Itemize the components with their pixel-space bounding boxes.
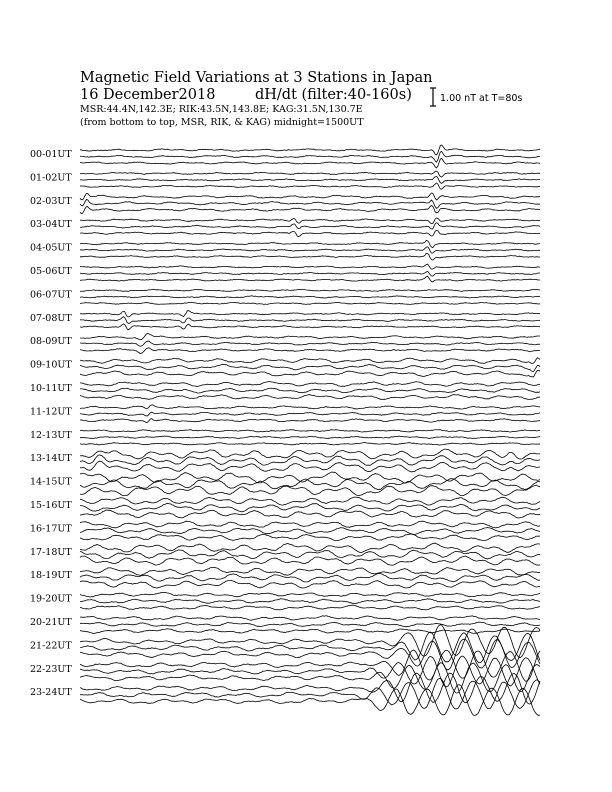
trace-kag-hour-0 bbox=[80, 145, 540, 155]
trace-rik-hour-3 bbox=[80, 223, 540, 229]
trace-rik-hour-4 bbox=[80, 247, 540, 253]
trace-kag-hour-1 bbox=[80, 171, 540, 177]
trace-msr-hour-15 bbox=[80, 510, 540, 518]
trace-msr-hour-18 bbox=[80, 580, 540, 588]
trace-rik-hour-7 bbox=[80, 317, 540, 324]
trace-msr-hour-21 bbox=[80, 639, 540, 670]
trace-kag-hour-20 bbox=[80, 616, 540, 621]
hour-label: 18-19UT bbox=[30, 570, 72, 582]
trace-rik-hour-6 bbox=[80, 296, 540, 298]
trace-rik-hour-8 bbox=[80, 341, 540, 346]
trace-kag-hour-4 bbox=[80, 241, 540, 248]
trace-kag-hour-2 bbox=[80, 193, 540, 200]
trace-kag-hour-7 bbox=[80, 311, 540, 317]
trace-msr-hour-17 bbox=[80, 556, 540, 565]
trace-rik-hour-15 bbox=[80, 503, 540, 512]
hour-label: 04-05UT bbox=[30, 242, 72, 254]
hour-label: 00-01UT bbox=[30, 149, 72, 160]
trace-kag-hour-18 bbox=[80, 567, 540, 575]
hour-label: 02-03UT bbox=[30, 195, 72, 207]
station-order-note: (from bottom to top, MSR, RIK, & KAG) midnight=1500UT bbox=[80, 117, 364, 128]
trace-msr-hour-19 bbox=[80, 605, 540, 610]
trace-kag-hour-23 bbox=[80, 673, 540, 704]
trace-rik-hour-11 bbox=[80, 412, 540, 416]
trace-rik-hour-17 bbox=[80, 550, 540, 559]
trace-kag-hour-11 bbox=[80, 405, 540, 409]
trace-msr-hour-10 bbox=[80, 395, 540, 400]
hour-label: 14-15UT bbox=[30, 476, 72, 488]
trace-kag-hour-15 bbox=[80, 497, 540, 505]
trace-msr-hour-14 bbox=[80, 485, 540, 496]
trace-rik-hour-14 bbox=[80, 479, 540, 490]
hour-label: 17-18UT bbox=[30, 546, 72, 558]
trace-kag-hour-3 bbox=[80, 218, 540, 224]
trace-kag-hour-10 bbox=[80, 382, 540, 387]
hour-label: 08-09UT bbox=[30, 336, 72, 348]
trace-rik-hour-18 bbox=[80, 573, 540, 582]
hour-label: 06-07UT bbox=[30, 289, 72, 301]
hour-label: 11-12UT bbox=[30, 406, 72, 418]
scale-label: 1.00 nT at T=80s bbox=[440, 93, 523, 104]
trace-rik-hour-9 bbox=[80, 364, 540, 371]
trace-rik-hour-2 bbox=[80, 200, 540, 209]
hour-label: 12-13UT bbox=[30, 429, 72, 441]
hour-label: 07-08UT bbox=[30, 312, 72, 324]
hour-label: 03-04UT bbox=[30, 219, 72, 231]
chart-date: 16 December2018 bbox=[80, 87, 216, 103]
hour-label: 21-22UT bbox=[30, 640, 72, 652]
trace-kag-hour-9 bbox=[80, 358, 540, 364]
hour-label: 22-23UT bbox=[30, 663, 72, 675]
trace-rik-hour-1 bbox=[80, 176, 540, 183]
trace-rik-hour-19 bbox=[80, 599, 540, 604]
trace-rik-hour-0 bbox=[80, 151, 540, 162]
hour-label: 01-02UT bbox=[30, 172, 72, 184]
trace-kag-hour-8 bbox=[80, 334, 540, 340]
hour-label: 15-16UT bbox=[30, 500, 72, 511]
hour-label: 20-21UT bbox=[30, 617, 72, 628]
trace-rik-hour-12 bbox=[80, 436, 540, 439]
hour-label: 19-20UT bbox=[30, 593, 72, 605]
trace-kag-hour-17 bbox=[80, 543, 540, 552]
trace-msr-hour-7 bbox=[80, 324, 540, 330]
trace-kag-hour-19 bbox=[80, 592, 540, 597]
hour-label: 05-06UT bbox=[30, 266, 72, 277]
trace-rik-hour-5 bbox=[80, 271, 540, 276]
chart-title: Magnetic Field Variations at 3 Stations in Japan bbox=[80, 70, 433, 86]
trace-kag-hour-16 bbox=[80, 521, 540, 528]
trace-msr-hour-2 bbox=[80, 205, 540, 213]
trace-msr-hour-6 bbox=[80, 302, 540, 304]
trace-kag-hour-5 bbox=[80, 264, 540, 269]
station-coordinates: MSR:44.4N,142.3E; RIK:43.5N,143.8E; KAG:31.5N,130.7E bbox=[80, 104, 363, 115]
trace-kag-hour-12 bbox=[80, 430, 540, 433]
hour-label: 13-14UT bbox=[30, 453, 72, 465]
trace-msr-hour-1 bbox=[80, 183, 540, 189]
trace-msr-hour-4 bbox=[80, 253, 540, 260]
trace-msr-hour-0 bbox=[80, 158, 540, 168]
trace-msr-hour-11 bbox=[80, 419, 540, 423]
trace-msr-hour-22 bbox=[80, 663, 540, 693]
trace-msr-hour-9 bbox=[80, 370, 540, 377]
trace-msr-hour-8 bbox=[80, 348, 540, 354]
trace-rik-hour-20 bbox=[80, 622, 540, 627]
trace-rik-hour-23 bbox=[80, 678, 540, 709]
trace-rik-hour-10 bbox=[80, 388, 540, 393]
chart-quantity: dH/dt (filter:40-160s) bbox=[255, 87, 412, 103]
trace-msr-hour-16 bbox=[80, 534, 540, 541]
trace-rik-hour-13 bbox=[80, 455, 540, 465]
hour-label: 10-11UT bbox=[30, 383, 72, 394]
trace-msr-hour-12 bbox=[80, 443, 540, 446]
hour-label: 23-24UT bbox=[30, 687, 72, 699]
trace-rik-hour-21 bbox=[80, 632, 540, 663]
trace-rik-hour-16 bbox=[80, 528, 540, 535]
hour-label: 16-17UT bbox=[30, 523, 72, 535]
trace-msr-hour-3 bbox=[80, 230, 540, 236]
trace-kag-hour-6 bbox=[80, 289, 540, 291]
hour-label: 09-10UT bbox=[30, 359, 72, 371]
trace-msr-hour-5 bbox=[80, 276, 540, 282]
